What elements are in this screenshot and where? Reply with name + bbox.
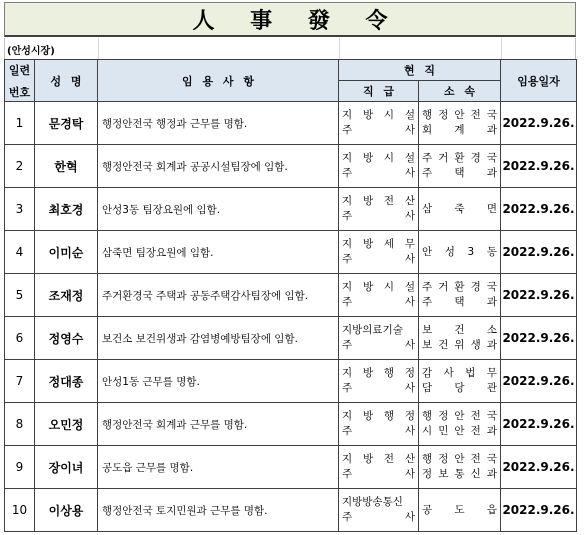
department-line1: 주 거 환 경 국 [422, 281, 497, 293]
department-cell [419, 274, 501, 317]
date-cell: 2022.9.26. [501, 317, 577, 360]
grade-cell [339, 360, 419, 403]
grade-line2: 주 사 [342, 296, 415, 308]
grade-line2: 주 사 [342, 425, 415, 437]
department-cell [419, 317, 501, 360]
department-line1: 행 정 안 전 국 [422, 410, 497, 422]
name-cell: 조재정 [35, 274, 98, 317]
date-cell: 2022.9.26. [501, 231, 577, 274]
department-cell [419, 360, 501, 403]
date-cell: 2022.9.26. [501, 274, 577, 317]
serial-cell: 1 [5, 102, 35, 145]
grade-cell [339, 403, 419, 446]
header-name: 성 명 [35, 60, 98, 102]
grade-line1: 지 방 시 설 [342, 281, 415, 293]
table-row [5, 231, 577, 274]
grade-cell [339, 446, 419, 489]
grade-line2: 주 사 [342, 468, 415, 480]
notice-title: 人 事 發 令 [192, 7, 388, 34]
table-row [5, 360, 577, 403]
name-cell: 이상용 [35, 489, 98, 532]
header-serial [5, 60, 35, 102]
grade-line1: 지 방 행 정 [342, 410, 415, 422]
serial-cell: 7 [5, 360, 35, 403]
date-cell: 2022.9.26. [501, 360, 577, 403]
table-row [5, 274, 577, 317]
department-cell [419, 489, 501, 532]
department-cell [419, 102, 501, 145]
grade-line2: 주 사 [342, 339, 415, 351]
department-cell [419, 446, 501, 489]
table-row [5, 145, 577, 188]
grade-line2: 주 사 [342, 124, 415, 136]
name-cell: 오민정 [35, 403, 98, 446]
grade-cell [339, 145, 419, 188]
date-cell: 2022.9.26. [501, 145, 577, 188]
grade-line1: 지 방 세 무 [342, 238, 415, 250]
serial-cell: 2 [5, 145, 35, 188]
grade-line2: 주 사 [342, 511, 415, 523]
department-line1: 감 사 법 무 [422, 367, 497, 379]
department-line1: 주 거 환 경 국 [422, 152, 497, 164]
appointment-table [4, 59, 577, 532]
department-line2: 주 택 과 [422, 167, 497, 179]
grade-cell [339, 188, 419, 231]
department-line2: 담 당 관 [422, 382, 497, 394]
grid-line [98, 38, 99, 59]
name-cell: 한혁 [35, 145, 98, 188]
table-row [5, 102, 577, 145]
table-row [5, 188, 577, 231]
grade-cell [339, 317, 419, 360]
grade-line1: 지 방 시 설 [342, 109, 415, 121]
department-cell [419, 403, 501, 446]
header-serial-line2: 번호 [8, 85, 31, 99]
name-cell: 정대종 [35, 360, 98, 403]
title-bar [4, 2, 576, 37]
department-line1: 행 정 안 전 국 [422, 109, 497, 121]
department-line2: 회 계 과 [422, 124, 497, 136]
header-current-position: 현 직 [339, 60, 501, 81]
department-line2: 시 민 안 전 과 [422, 425, 497, 437]
department-line1: 보 건 소 [422, 324, 497, 336]
department-line1: 안 성 3 동 [422, 245, 497, 258]
description-cell: 주거환경국 주택과 공동주택감사팀장에 임함. [98, 274, 339, 317]
grade-cell [339, 231, 419, 274]
description-cell: 행정안전국 회계과 공공시설팀장에 임함. [98, 145, 339, 188]
description-cell: 보건소 보건위생과 감염병예방팀장에 임함. [98, 317, 339, 360]
table-row [5, 489, 577, 532]
name-cell: 정영수 [35, 317, 98, 360]
name-cell: 문경탁 [35, 102, 98, 145]
grade-line1: 지 방 전 산 [342, 195, 415, 207]
grade-line1: 지방의료기술 [342, 324, 403, 336]
description-cell: 행정안전국 토지민원과 근무를 명함. [98, 489, 339, 532]
org-row [4, 38, 576, 59]
serial-cell: 5 [5, 274, 35, 317]
table-body [5, 102, 577, 532]
date-cell: 2022.9.26. [501, 489, 577, 532]
header-grade: 직 급 [339, 81, 419, 102]
org-label: (안성시장) [7, 46, 55, 57]
department-line2: 보 건 위 생 과 [422, 339, 497, 351]
serial-cell: 6 [5, 317, 35, 360]
date-cell: 2022.9.26. [501, 446, 577, 489]
description-cell: 행정안전국 회계과 근무를 명함. [98, 403, 339, 446]
description-cell: 삼죽면 팀장요원에 임함. [98, 231, 339, 274]
grade-line2: 주 사 [342, 210, 415, 222]
header-department: 소 속 [419, 81, 501, 102]
department-line1: 공 도 읍 [422, 503, 497, 516]
grade-cell [339, 489, 419, 532]
department-line1: 행 정 안 전 국 [422, 453, 497, 465]
description-cell: 안성3동 팀장요원에 임함. [98, 188, 339, 231]
name-cell: 장이녀 [35, 446, 98, 489]
serial-cell: 3 [5, 188, 35, 231]
name-cell: 최호경 [35, 188, 98, 231]
department-line2: 정 보 통 신 과 [422, 468, 497, 480]
date-cell: 2022.9.26. [501, 403, 577, 446]
department-cell [419, 231, 501, 274]
header-date: 임용일자 [501, 60, 577, 102]
grade-cell [339, 274, 419, 317]
date-cell: 2022.9.26. [501, 102, 577, 145]
grid-line [339, 38, 340, 59]
serial-cell: 9 [5, 446, 35, 489]
department-cell [419, 188, 501, 231]
grade-line1: 지방방송통신 [342, 496, 403, 508]
department-line1: 삼 죽 면 [422, 202, 497, 215]
serial-cell: 4 [5, 231, 35, 274]
grade-line1: 지 방 행 정 [342, 367, 415, 379]
name-cell: 이미순 [35, 231, 98, 274]
grade-cell [339, 102, 419, 145]
department-line2: 주 택 과 [422, 296, 497, 308]
description-cell: 공도읍 근무를 명함. [98, 446, 339, 489]
table-row [5, 317, 577, 360]
table-row [5, 403, 577, 446]
grade-line1: 지 방 전 산 [342, 453, 415, 465]
grade-line2: 주 사 [342, 253, 415, 265]
header-description: 임 용 사 항 [98, 60, 339, 102]
grid-line [501, 38, 502, 59]
table-row [5, 446, 577, 489]
description-cell: 안성1동 근무를 명함. [98, 360, 339, 403]
serial-cell: 10 [5, 489, 35, 532]
department-cell [419, 145, 501, 188]
grade-line2: 주 사 [342, 167, 415, 179]
header-serial-line1: 일련 [8, 63, 31, 77]
description-cell: 행정안전국 행정과 근무를 명함. [98, 102, 339, 145]
grade-line2: 주 사 [342, 382, 415, 394]
serial-cell: 8 [5, 403, 35, 446]
grade-line1: 지 방 시 설 [342, 152, 415, 164]
date-cell: 2022.9.26. [501, 188, 577, 231]
